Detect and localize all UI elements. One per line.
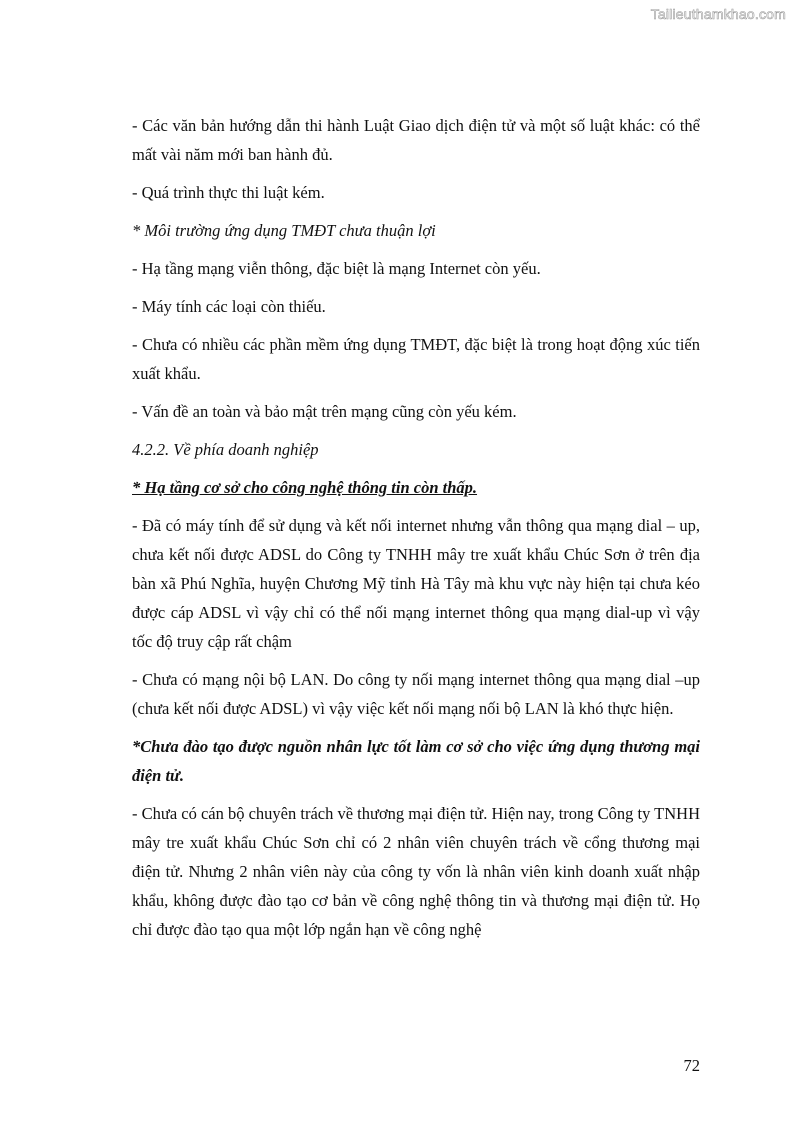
paragraph-no-lan: - Chưa có mạng nội bộ LAN. Do công ty nối mạng internet thông qua mạng dial –up (chưa kết nối được ADSL) vì vậy việc kết nối mạng nối bộ LAN là khó thực hiện. [132, 670, 700, 718]
paragraph-no-dedicated-staff: - Chưa có cán bộ chuyên trách về thương mại điện tử. Hiện nay, trong Công ty TNHH mây tre xuất khẩu Chúc Sơn chỉ có 2 nhân viên chuyên trách về cổng thương mại điện tử. Nhưng 2 nhân viên này của công ty vốn là nhân viên kinh doanh xuất nhập khẩu, không được đào tạo cơ bản về công nghệ thông tin và thương mại điện tử. Họ chỉ được đào tạo qua một lớp ngắn hạn về công nghệ [132, 804, 701, 939]
paragraph-telecom-infrastructure: - Hạ tầng mạng viễn thông, đặc biệt là mạng Internet còn yếu. [132, 259, 541, 278]
subheading-ecommerce-environment: * Môi trường ứng dụng TMĐT chưa thuận lợi [132, 221, 436, 240]
document-body [132, 111, 700, 953]
paragraph-legal-guidelines: - Các văn bản hướng dẫn thi hành Luật Giao dịch điện tử và một số luật khác: có thể mất vài năm mới ban hành đủ. [132, 116, 700, 164]
paragraph-law-enforcement: - Quá trình thực thi luật kém. [132, 183, 325, 202]
subheading-it-infrastructure: * Hạ tầng cơ sở cho công nghệ thông tin còn thấp. [132, 478, 478, 497]
paragraph-software-lacking: - Chưa có nhiều các phần mềm ứng dụng TMĐT, đặc biệt là trong hoạt động xúc tiến xuất khẩu. [132, 335, 700, 383]
section-heading-enterprise: 4.2.2. Về phía doanh nghiệp [132, 440, 319, 459]
paragraph-computers-lacking: - Máy tính các loại còn thiếu. [132, 297, 326, 316]
paragraph-security: - Vấn đề an toàn và bảo mật trên mạng cũng còn yếu kém. [132, 402, 517, 421]
subheading-human-resources: *Chưa đào tạo được nguồn nhân lực tốt làm cơ sở cho việc ứng dụng thương mại điện tử. [132, 737, 700, 785]
page-number: 72 [683, 1056, 700, 1075]
watermark-text: Tailieuthamkhao.com [650, 6, 786, 22]
paragraph-dialup-connection: - Đã có máy tính để sử dụng và kết nối internet nhưng vẫn thông qua mạng dial – up, chưa kết nối được ADSL do Công ty TNHH mây tre xuất khẩu Chúc Sơn ở trên địa bàn xã Phú Nghĩa, huyện Chương Mỹ tỉnh Hà Tây mà khu vực này hiện tại chưa kéo được cáp ADSL vì vậy chỉ có thể nối mạng internet thông qua mạng dial-up vì vậy tốc độ truy cập rất chậm [132, 516, 700, 651]
